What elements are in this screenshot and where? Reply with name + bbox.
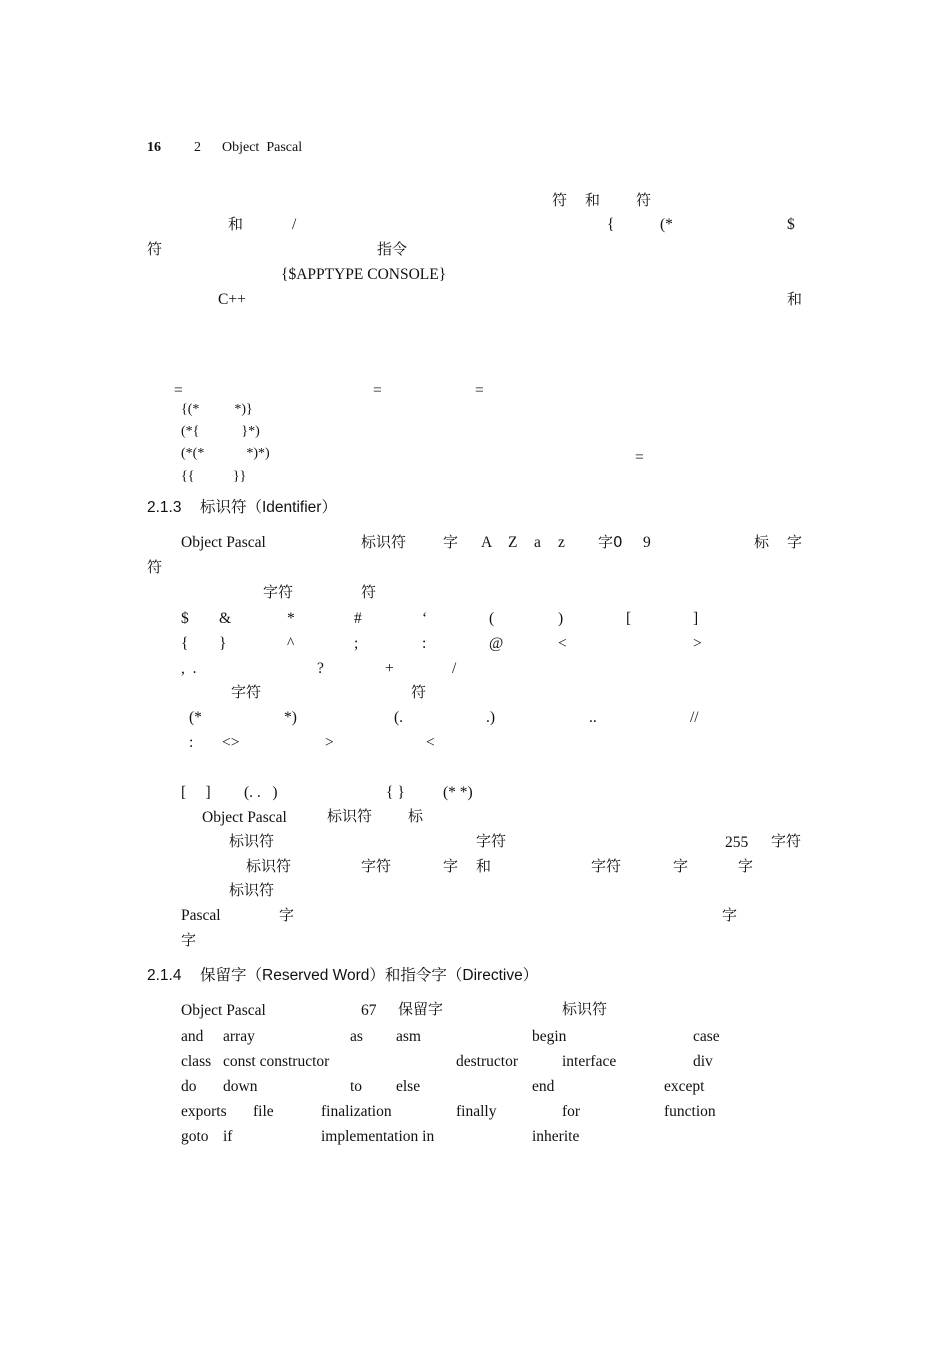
symbol-pair: > (325, 734, 334, 751)
comment-example: (*(* *)*) (181, 446, 270, 461)
reserved-word: begin (532, 1028, 567, 1045)
equivalent-pair: (* *) (443, 784, 473, 801)
symbol: ^ (287, 635, 295, 652)
rule-fragment: 字 (722, 906, 738, 924)
symbol: / (452, 660, 457, 677)
symbol: * (287, 610, 295, 627)
reserved-word: goto (181, 1128, 209, 1145)
section-title: 标识符（Identifier） (200, 499, 337, 516)
intro-fragment: / (292, 216, 297, 233)
rule-fragment: Object Pascal (202, 809, 287, 826)
symbol: < (558, 635, 567, 652)
symbol: [ (626, 610, 632, 627)
para-fragment: 字 (443, 533, 459, 551)
reserved-word: implementation in (321, 1128, 435, 1145)
symbol-pair: .. (589, 709, 597, 726)
para-fragment: Object Pascal (181, 1002, 266, 1019)
rule-fragment: 字 (673, 857, 689, 875)
equals-sign: = (373, 382, 382, 399)
symbol-pair: *) (284, 709, 297, 726)
para-fragment: 字符 (263, 583, 294, 601)
reserved-word: else (396, 1078, 421, 1095)
section-number: 2.1.4 (147, 967, 182, 984)
comment-example: (*{ }*) (181, 424, 260, 439)
equals-sign: = (174, 382, 183, 399)
reserved-word: case (693, 1028, 720, 1045)
rule-fragment: 标 (408, 807, 424, 825)
para-fragment: 字0 (598, 533, 623, 551)
directive-example: {$APPTYPE CONSOLE} (281, 266, 447, 283)
symbol: { (181, 635, 189, 652)
para-fragment: A (481, 534, 493, 551)
symbol-pair: < (426, 734, 435, 751)
equals-sign: = (475, 382, 484, 399)
para-fragment: z (558, 534, 565, 551)
symbol: @ (489, 635, 504, 652)
symbol-pair: .) (486, 709, 496, 726)
rule-fragment: 字 (181, 931, 197, 949)
reserved-word: finally (456, 1103, 497, 1120)
rule-fragment: 字 (443, 857, 459, 875)
symbol-pair: (. (394, 709, 404, 726)
reserved-word: interface (562, 1053, 617, 1070)
symbol-pair: // (690, 709, 699, 726)
reserved-word: to (350, 1078, 363, 1095)
symbol: ] (693, 610, 699, 627)
section-number: 2.1.3 (147, 499, 182, 516)
para-fragment: 标识符 (562, 1000, 608, 1018)
intro-fragment: 指令 (377, 240, 408, 258)
rule-fragment: 字符 (476, 832, 507, 850)
symbol-pair: <> (222, 734, 240, 751)
chapter-number: 2 (194, 140, 201, 155)
rule-fragment: 字 (279, 906, 295, 924)
intro-fragment: $ (787, 216, 795, 233)
equivalent-pair: { } (386, 784, 405, 801)
symbol: $ (181, 610, 189, 627)
intro-fragment: 符 (636, 191, 652, 209)
reserved-word: div (693, 1053, 713, 1070)
section-title: 保留字（Reserved Word）和指令字（Directive） (200, 967, 539, 984)
symbol: ( (489, 610, 495, 627)
equivalent-pair: (. . ) (244, 784, 278, 801)
para-fragment: 符 (411, 683, 427, 701)
symbol: + (385, 660, 394, 677)
equivalent-pair: [ ] (181, 784, 211, 801)
symbol: ) (558, 610, 564, 627)
rule-fragment: Pascal (181, 907, 221, 924)
rule-fragment: 和 (476, 857, 492, 875)
symbol-pair: (* (189, 709, 202, 726)
reserved-word: finalization (321, 1103, 392, 1120)
symbol: # (354, 610, 362, 627)
rule-fragment: 255 (725, 834, 749, 851)
reserved-word: except (664, 1078, 705, 1095)
intro-fragment: 和 (787, 290, 803, 308)
para-fragment: Z (508, 534, 518, 551)
intro-fragment: 和 (585, 191, 601, 209)
para-fragment: 9 (643, 534, 651, 551)
symbol: } (219, 635, 227, 652)
rule-fragment: 字符 (591, 857, 622, 875)
para-fragment: 67 (361, 1002, 377, 1019)
reserved-word: down (223, 1078, 258, 1095)
reserved-word: const constructor (223, 1053, 330, 1070)
intro-fragment: C++ (218, 291, 246, 308)
intro-fragment: 符 (552, 191, 568, 209)
rule-fragment: 标识符 (327, 807, 373, 825)
para-fragment: 字符 (231, 683, 262, 701)
rule-fragment: 标识符 (229, 832, 275, 850)
reserved-word: do (181, 1078, 197, 1095)
intro-fragment: (* (660, 216, 673, 233)
intro-fragment: { (607, 216, 615, 233)
para-fragment: 符 (361, 583, 377, 601)
reserved-word: asm (396, 1028, 421, 1045)
reserved-word: class (181, 1053, 212, 1070)
reserved-word: for (562, 1103, 581, 1120)
symbol: & (219, 610, 232, 627)
reserved-word: as (350, 1028, 363, 1045)
equals-sign: = (635, 449, 644, 466)
intro-fragment: 符 (147, 240, 163, 258)
rule-fragment: 标识符 (246, 857, 292, 875)
symbol: > (693, 635, 702, 652)
para-fragment: 字 (787, 533, 803, 551)
reserved-word: exports (181, 1103, 227, 1120)
reserved-word: file (253, 1103, 274, 1120)
reserved-word: array (223, 1028, 255, 1045)
symbol: ‘ (422, 610, 428, 627)
chapter-title: Object Pascal (222, 140, 303, 155)
para-fragment: Object Pascal (181, 534, 266, 551)
para-fragment: 标识符 (361, 533, 407, 551)
symbol: : (422, 635, 427, 652)
reserved-word: and (181, 1028, 204, 1045)
comment-example: {(* *)} (181, 402, 253, 417)
para-fragment: 标 (754, 533, 770, 551)
reserved-word: end (532, 1078, 555, 1095)
rule-fragment: 字 (738, 857, 754, 875)
reserved-word: destructor (456, 1053, 518, 1070)
para-fragment: 符 (147, 558, 163, 576)
intro-fragment: 和 (228, 215, 244, 233)
reserved-word: if (223, 1128, 233, 1145)
rule-fragment: 标识符 (229, 881, 275, 899)
symbol: ; (354, 635, 359, 652)
reserved-word: inherite (532, 1128, 580, 1145)
rule-fragment: 字符 (771, 832, 802, 850)
reserved-word: function (664, 1103, 716, 1120)
comment-example: {{ }} (181, 469, 247, 484)
page-number: 16 (147, 140, 161, 155)
para-fragment: 保留字 (398, 1000, 444, 1018)
symbol: , . (181, 660, 197, 677)
symbol-pair: : (189, 734, 194, 751)
para-fragment: a (534, 534, 541, 551)
symbol: ? (317, 660, 324, 677)
rule-fragment: 字符 (361, 857, 392, 875)
